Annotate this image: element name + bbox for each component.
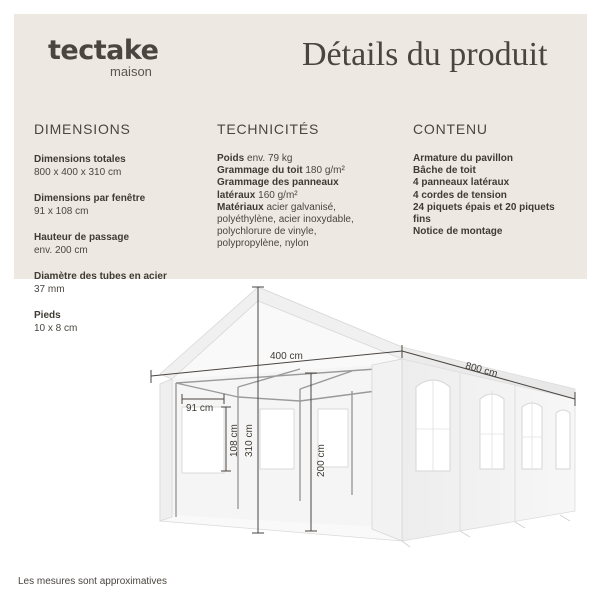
- spec-label: Dimensions totales: [34, 154, 126, 165]
- dim-window-width-label: 91 cm: [186, 403, 214, 414]
- contenu-item: Bâche de toit: [413, 165, 476, 177]
- tech-value: 180 g/m²: [302, 165, 345, 177]
- tech-value: 160 g/m²: [255, 189, 298, 201]
- tech-line: [217, 153, 392, 165]
- tech-value: env. 79 kg: [244, 153, 293, 164]
- spec-value: 10 x 8 cm: [34, 323, 78, 334]
- tech-value: polychlorure de vinyle,: [217, 226, 317, 238]
- tech-value: polypropylène, nylon: [217, 238, 309, 250]
- contenu-item: Notice de montage: [413, 226, 503, 238]
- tech-line: [217, 165, 392, 177]
- spec-label: Diamètre des tubes en acier: [34, 271, 167, 282]
- spec-value: env. 200 cm: [34, 245, 88, 256]
- spec-label: Hauteur de passage: [34, 232, 130, 243]
- corner-panel: [372, 359, 402, 541]
- tech-label: Grammage des panneaux: [217, 177, 339, 189]
- contenu-item: 4 cordes de tension: [413, 189, 507, 201]
- contenu-item: Armature du pavillon: [413, 153, 514, 164]
- page-title: Détails du produit: [302, 36, 548, 73]
- dim-width-label: 400 cm: [270, 351, 303, 362]
- contenu-item: fins: [413, 214, 431, 226]
- tech-line: [217, 214, 392, 226]
- tech-line: [217, 226, 392, 238]
- spec-item: [34, 153, 209, 179]
- brand-name: tectake: [48, 35, 159, 66]
- spec-value: 91 x 108 cm: [34, 206, 89, 217]
- dim-total-height-label: 310 cm: [244, 424, 255, 457]
- tech-line: [217, 190, 392, 202]
- spec-value: 37 mm: [34, 284, 65, 295]
- spec-label: Dimensions par fenêtre: [34, 193, 146, 204]
- technicites-column: [217, 121, 392, 251]
- tech-label: Grammage du toit: [217, 165, 303, 177]
- technicites-heading: TECHNICITÉS: [217, 121, 320, 137]
- spec-item: [34, 192, 209, 218]
- tech-label: Matériaux: [217, 201, 264, 213]
- tech-value: acier galvanisé,: [263, 201, 336, 213]
- footnote: Les mesures sont approximatives: [18, 576, 167, 587]
- tent-illustration: [0, 279, 600, 569]
- tech-value: polyéthylène, acier inoxydable,: [217, 214, 354, 226]
- brand-sub: maison: [110, 64, 152, 79]
- contenu-item: 4 panneaux latéraux: [413, 177, 510, 189]
- contenu-column: [413, 121, 583, 238]
- contenu-item: 24 piquets épais et 20 piquets: [413, 201, 555, 213]
- left-panel: [160, 379, 172, 521]
- contenu-heading: CONTENU: [413, 121, 488, 137]
- tech-line: [217, 238, 392, 250]
- dim-door-height-label: 200 cm: [316, 444, 327, 477]
- tech-line: [217, 177, 392, 189]
- dimensions-heading: DIMENSIONS: [34, 121, 131, 137]
- tech-label: latéraux: [217, 189, 256, 201]
- dim-length-label: 800 cm: [464, 360, 499, 380]
- spec-item: [34, 231, 209, 257]
- spec-label: Pieds: [34, 310, 61, 321]
- tech-label: Poids: [217, 153, 245, 164]
- tech-line: [217, 202, 392, 214]
- spec-value: 800 x 400 x 310 cm: [34, 167, 122, 178]
- brand-logo: [48, 35, 159, 79]
- dim-window-height-label: 108 cm: [229, 424, 240, 457]
